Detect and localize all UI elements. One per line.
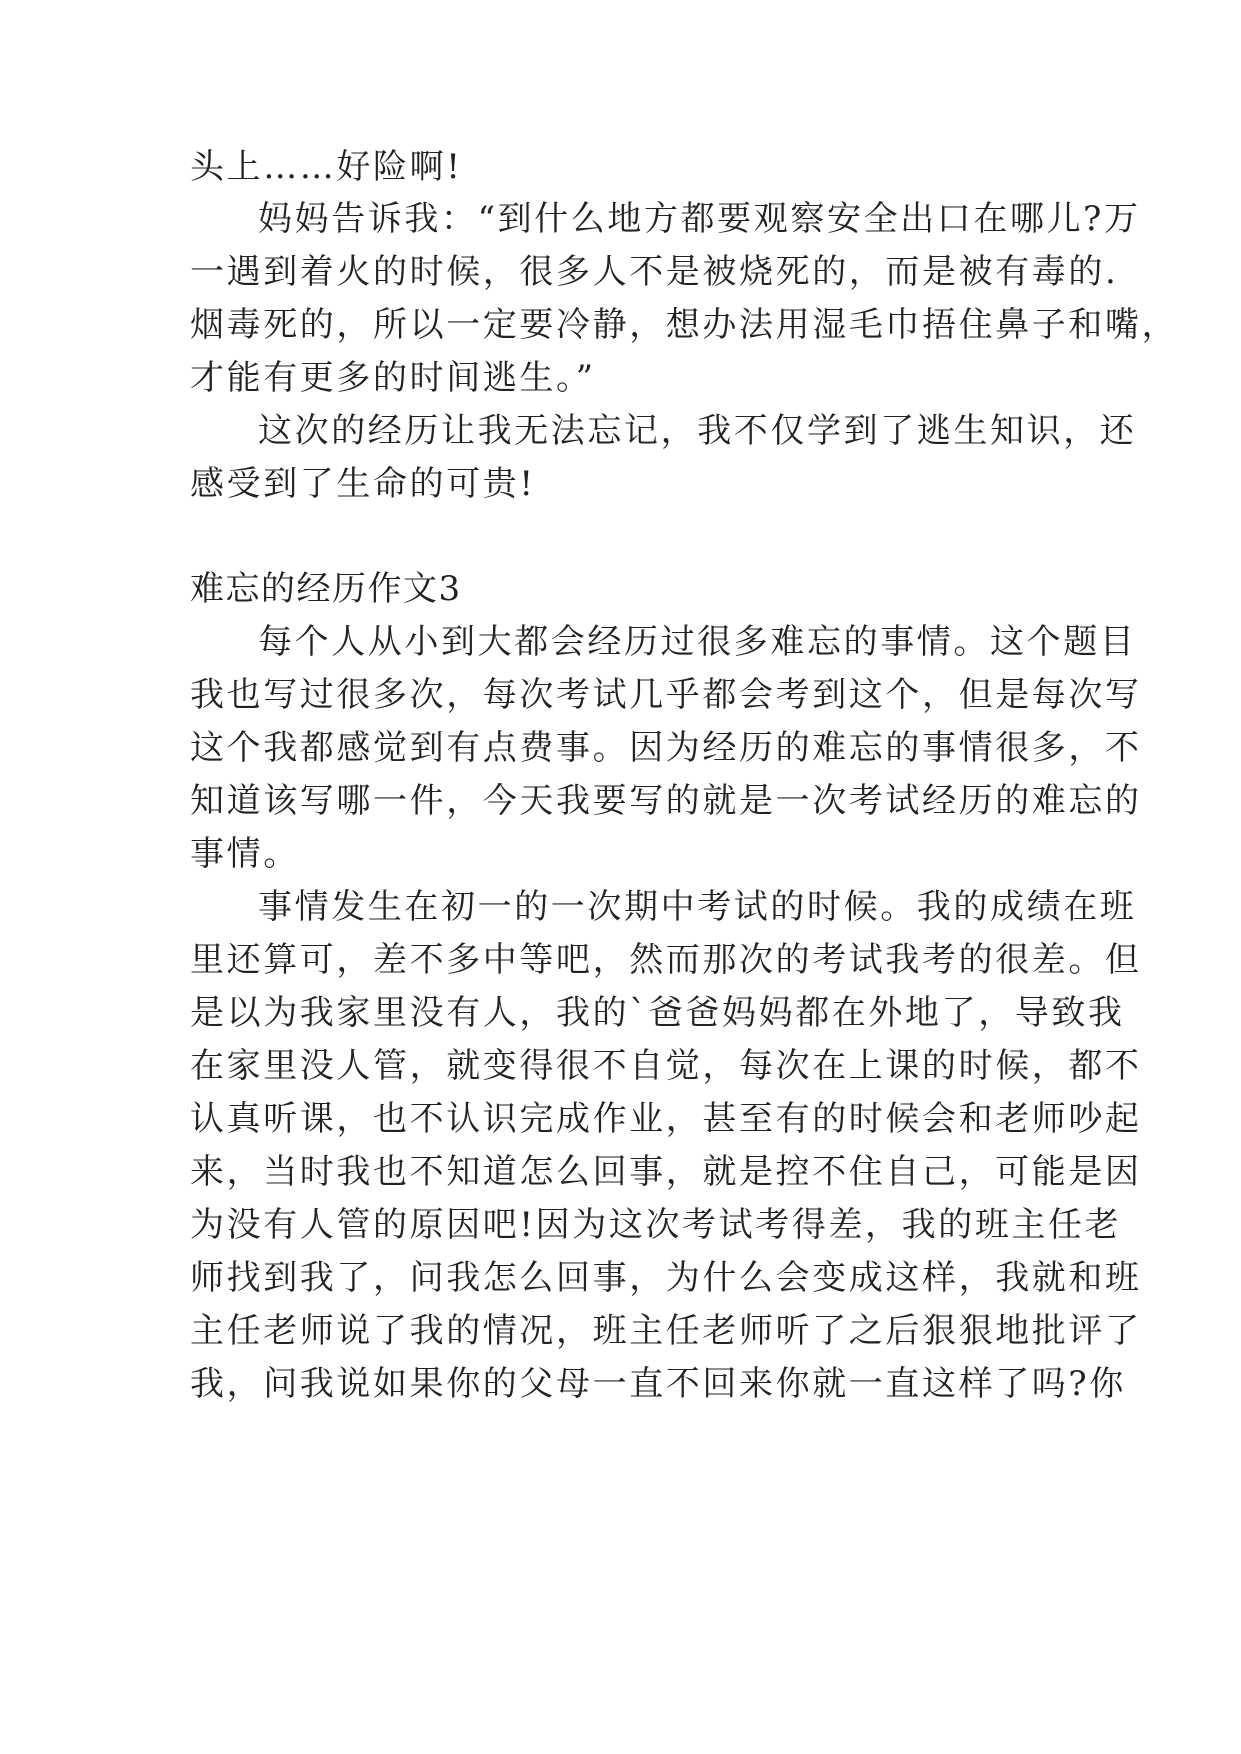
paragraph-start: 这次的经历让我无法忘记，我不仅学到了逃生知识，还 <box>258 411 1137 451</box>
paragraph-start: 每个人从小到大都会经历过很多难忘的事情。这个题目 <box>258 622 1137 662</box>
paragraph-start: 事情发生在初一的一次期中考试的时候。我的成绩在班 <box>258 887 1137 927</box>
text-line: 知道该写哪一件，今天我要写的就是一次考试经历的难忘的 <box>190 781 1142 821</box>
text-line: 师找到我了，问我怎么回事，为什么会变成这样，我就和班 <box>190 1258 1142 1298</box>
text-line: 里还算可，差不多中等吧，然而那次的考试我考的很差。但 <box>190 940 1142 980</box>
text-line: 为没有人管的原因吧!因为这次考试考得差，我的班主任老 <box>190 1205 1122 1245</box>
text-line: 一遇到着火的时候，很多人不是被烧死的，而是被有毒的. <box>190 252 1119 292</box>
text-line: 我，问我说如果你的父母一直不回来你就一直这样了吗?你 <box>190 1364 1126 1404</box>
text-line: 来，当时我也不知道怎么回事，就是控不住自己，可能是因 <box>190 1152 1142 1192</box>
text-line: 烟毒死的，所以一定要冷静，想办法用湿毛巾捂住鼻子和嘴， <box>190 305 1179 345</box>
paragraph-start: 妈妈告诉我：“到什么地方都要观察安全出口在哪儿?万 <box>258 199 1141 239</box>
text-line: 认真听课，也不认识完成作业，甚至有的时候会和老师吵起 <box>190 1099 1142 1139</box>
section-heading: 难忘的经历作文3 <box>190 569 462 609</box>
text-line: 这个我都感觉到有点费事。因为经历的难忘的事情很多，不 <box>190 728 1142 768</box>
text-line: 主任老师说了我的情况，班主任老师听了之后狠狠地批评了 <box>190 1311 1142 1351</box>
text-line: 是以为我家里没有人，我的`爸爸妈妈都在外地了，导致我 <box>190 993 1125 1033</box>
text-line: 感受到了生命的可贵! <box>190 464 536 504</box>
text-line: 头上……好险啊! <box>190 147 463 187</box>
text-line: 我也写过很多次，每次考试几乎都会考到这个，但是每次写 <box>190 675 1142 715</box>
text-line: 才能有更多的时间逃生。” <box>190 358 596 398</box>
text-line: 在家里没人管，就变得很不自觉，每次在上课的时候，都不 <box>190 1046 1142 1086</box>
text-line: 事情。 <box>190 834 300 874</box>
